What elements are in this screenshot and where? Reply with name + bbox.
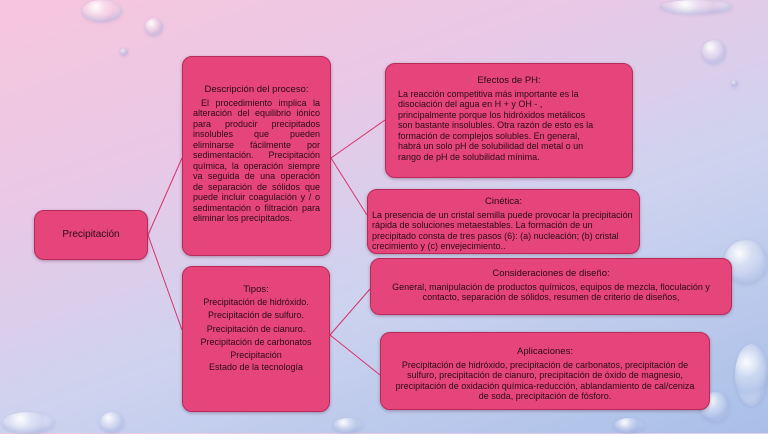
cinetica-text: La presencia de un cristal semilla puede provocar la precipitación rápida de soluciones metaestables. La formación de un precipitado consta de tres pasos (6): (a) nucleación; (b) cristal crecimiento y (c) envejecimiento..	[372, 209, 633, 251]
connector-tipos-aplicaciones	[330, 335, 380, 375]
consideraciones-node	[370, 258, 732, 315]
aplicaciones-text: Precipitación de hidróxido, precipitación de carbonatos, precipitación de sulfuro, precipitación de cianuro, precipitación de óxido de magnesio, precipitación de oxidación química-reducción, ablandamiento de cal/ceniza de soda, precipitación de fósforo.	[395, 359, 695, 401]
connector-descripcion-efectos	[331, 120, 385, 158]
consideraciones-title: Consideraciones de diseño:	[492, 268, 610, 279]
tipos-item: Precipitación de hidróxido.	[203, 296, 309, 307]
aplicaciones-node	[380, 332, 710, 410]
root-label: Precipitación	[62, 228, 120, 240]
efectos-text: La reacción competitiva más importante es la disociación del agua en H + y OH - , principalmente porque los hidróxidos metálicos son bastante insolubles. Otra razón de esto es la formación de complejos solubles. En general, habrá un solo pH de solubilidad del metal o un rango de pH de solubilidad mínima.	[398, 88, 594, 162]
consideraciones-text: General, manipulación de productos químicos, equipos de mezcla, floculación y contacto, separación de sólidos, resumen de criterio de diseños,	[392, 281, 710, 302]
tipos-item: Precipitación	[230, 349, 282, 360]
connector-descripcion-cinetica	[331, 158, 367, 215]
connector-root-descripcion	[148, 158, 182, 235]
cinetica-node	[367, 189, 640, 254]
cinetica-title: Cinética:	[485, 196, 522, 207]
efectos-node	[385, 63, 633, 178]
root-node	[34, 210, 148, 260]
descripcion-text: El procedimiento implica la alteración del equilibrio iónico para producir precipitados insolubles que pueden eliminarse fácilmente por sedimentación. Precipitación química, la operación siempre va seguida de una operación de separación de sólidos que puede incluir coagulación y / o sedimentación o filtración para eliminar los precipitados.	[193, 97, 320, 223]
descripcion-title: Descripción del proceso:	[204, 84, 309, 95]
tipos-item: Precipitación de carbonatos	[200, 337, 312, 347]
tipos-node	[182, 266, 330, 412]
connector-root-tipos	[148, 235, 182, 330]
tipos-item: Precipitación de cianuro.	[206, 323, 306, 334]
tipos-item: Estado de la tecnología	[208, 361, 304, 372]
connector-tipos-consideraciones	[330, 289, 370, 335]
descripcion-node	[182, 56, 331, 256]
efectos-title: Efectos de PH:	[477, 75, 541, 86]
tipos-item: Precipitación de sulfuro.	[207, 310, 305, 320]
aplicaciones-title: Aplicaciones:	[517, 346, 573, 357]
tipos-title: Tipos:	[243, 284, 269, 295]
